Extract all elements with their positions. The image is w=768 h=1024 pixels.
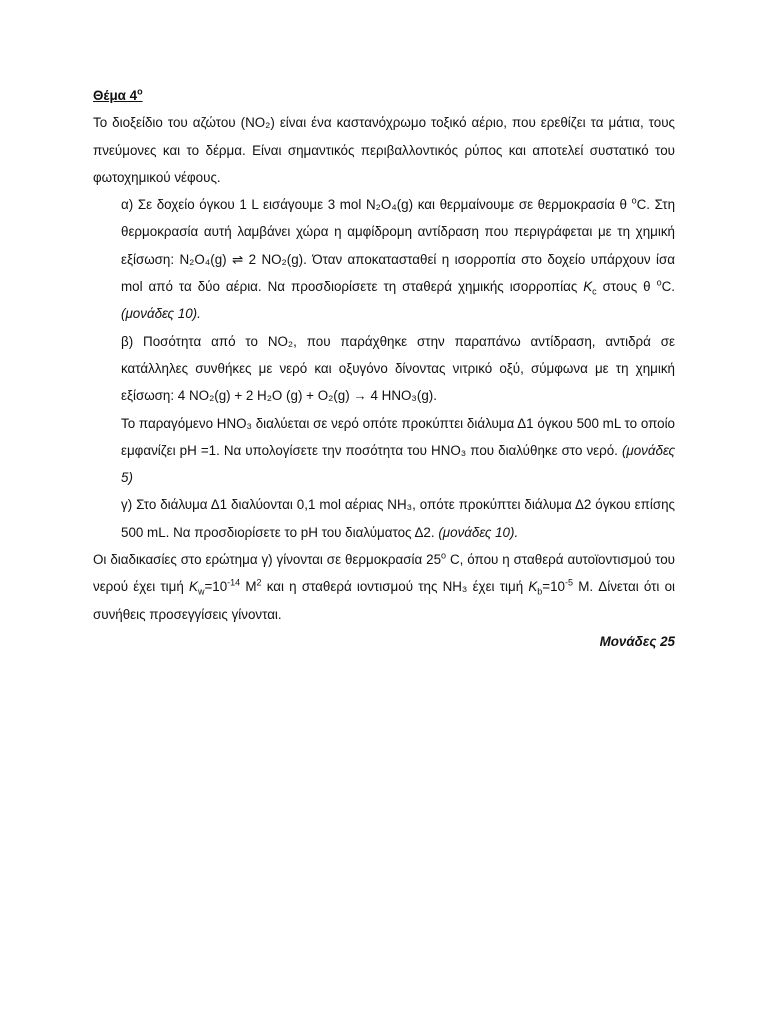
kw-subscript: w (197, 587, 205, 598)
question-a-text-1: α) Σε δοχείο όγκου 1 L εισάγουμε 3 mol N₂O₄(g) και θερμαίνουμε σε θερμοκρασία θ (121, 197, 632, 213)
question-a-marks: (μονάδες 10). (121, 306, 201, 322)
degree-sign: ο (631, 195, 637, 206)
conditions-text-7: M. Δίνεται ότι οι συνήθεις προσεγγίσεις γίνονται. (93, 579, 675, 622)
question-c (121, 491, 675, 546)
conditions-text-1: Οι διαδικασίες στο ερώτημα γ) γίνονται σε θερμοκρασία 25 (93, 552, 442, 568)
heading-superscript: ο (137, 86, 143, 97)
kb-exponent: -5 (565, 577, 574, 588)
question-b-continued (121, 410, 675, 492)
kb-subscript: b (537, 587, 543, 598)
section-heading (93, 82, 675, 109)
document-page (93, 82, 675, 655)
question-b: β) Ποσότητα από το NO₂, που παράχθηκε στην παραπάνω αντίδραση, αντιδρά σε κατάλληλες συνθήκες με νερό και οξυγόνο δίνοντας νιτρικό οξύ, σύμφωνα με τη χημική εξίσωση: 4 NO₂(g) + 2 H₂O (g) + O₂(g) → 4 HNO₃(g). (121, 333, 675, 404)
conditions-text-5: και η σταθερά ιοντισμού της NH₃ έχει τιμή (261, 579, 529, 595)
kc-symbol: K (583, 279, 593, 295)
kw-exponent: -14 (227, 577, 241, 588)
degree-sign: ο (656, 277, 662, 288)
kb-symbol: K (528, 579, 538, 595)
conditions-text-3: =10 (204, 579, 228, 595)
unit-exponent: 2 (256, 577, 262, 588)
kw-symbol: K (189, 579, 198, 595)
conditions-text-6: =10 (542, 579, 565, 595)
conditions-paragraph (93, 546, 675, 628)
question-b-text: Το παραγόμενο HNO₃ διαλύεται σε νερό οπότε προκύπτει διάλυμα Δ1 όγκου 500 mL το οποίο εμφανίζει pH =1. Να υπολογίσετε την ποσότητα του HNO₃ που διαλύθηκε στο νερό. (121, 415, 675, 458)
question-a-text-4: C. (661, 279, 675, 295)
intro-paragraph: Το διοξείδιο του αζώτου (NO₂) είναι ένα καστανόχρωμο τοξικό αέριο, που ερεθίζει τα μάτια, τους πνεύμονες και το δέρμα. Είναι σημαντικός περιβαλλοντικός ρύπος και αποτελεί συστατικό του φωτοχημικού νέφους. (93, 115, 675, 185)
question-c-text: γ) Στο διάλυμα Δ1 διαλύονται 0,1 mol αέριας NH₃, οπότε προκύπτει διάλυμα Δ2 όγκου επίσης 500 mL. Να προσδιορίσετε το pH του διαλύματος Δ2. (121, 497, 675, 540)
question-a (121, 191, 675, 327)
total-marks: Μονάδες 25 (599, 633, 675, 649)
question-a-text-3: στους θ (596, 279, 657, 295)
conditions-text-2: C, όπου η σταθερά αυτοϊοντισμού του νερού έχει τιμή (93, 552, 676, 595)
question-a-text-2: C. Στη θερμοκρασία αυτή λαμβάνει χώρα η αμφίδρομη αντίδραση που περιγράφεται με τη χημική εξίσωση: N₂O₄(g) ⇌ 2 NO₂(g). Όταν αποκατασταθεί η ισορροπία στο δοχείο υπάρχουν ίσα mol από τα δύο αέρια. Να προσδιορίσετε τη σταθερά χημικής ισορροπίας (121, 197, 676, 295)
kc-subscript: c (592, 286, 597, 297)
conditions-text-4: M (240, 579, 257, 595)
degree-sign: ο (441, 550, 447, 561)
question-c-marks: (μονάδες 10). (438, 524, 519, 540)
question-b-marks: (μονάδες 5) (121, 442, 675, 486)
heading-text: Θέμα 4 (93, 88, 138, 103)
